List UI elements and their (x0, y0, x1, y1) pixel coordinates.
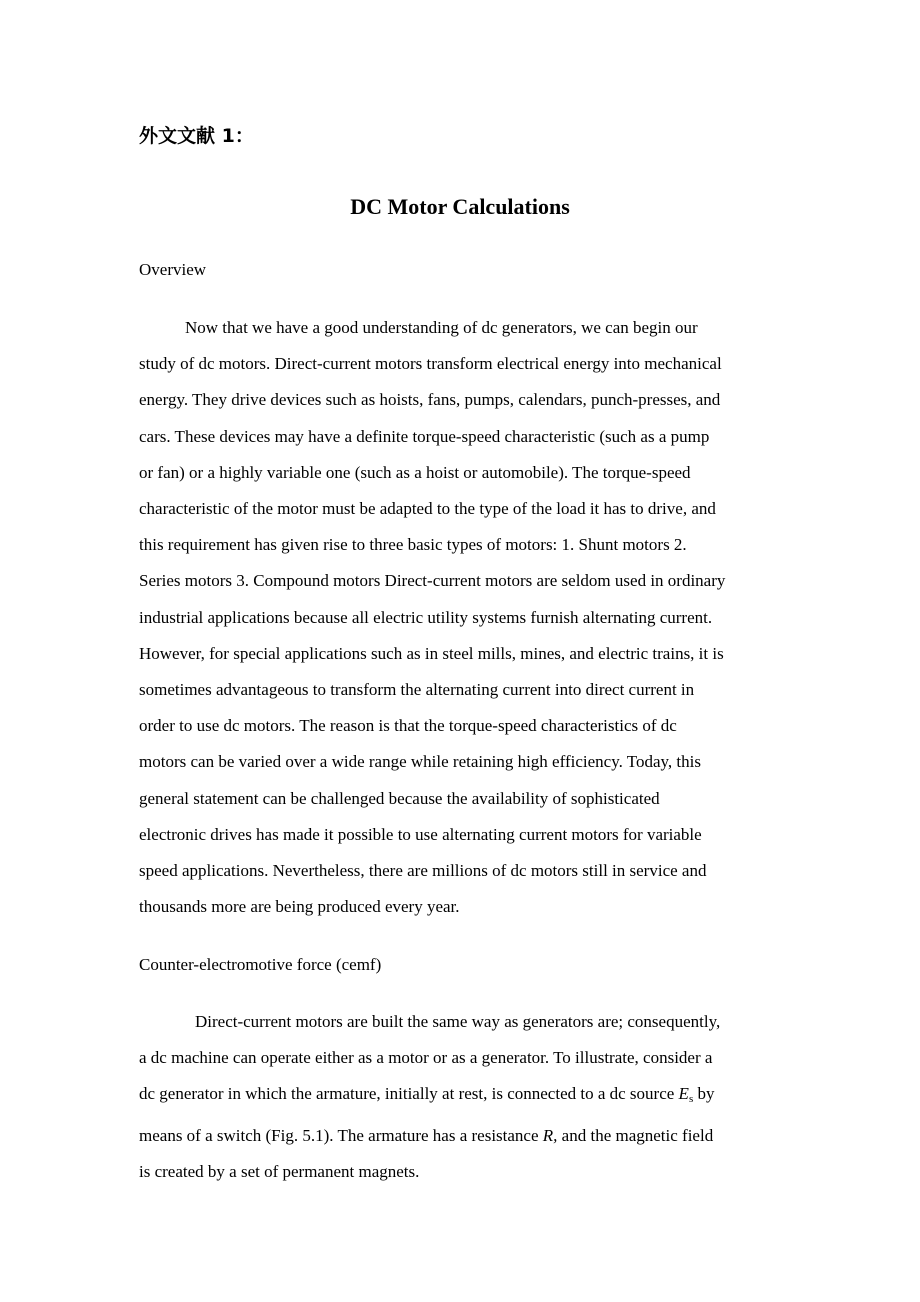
paragraph-line: However, for special applications such as in steel mills, mines, and electric trains, it is (139, 643, 724, 663)
paragraph-cemf (139, 1004, 789, 1190)
line-text: by (693, 1084, 715, 1104)
paragraph-line: a dc machine can operate either as a motor or as a generator. To illustrate, consider a (139, 1048, 713, 1068)
paragraph-line: general statement can be challenged because the availability of sophisticated (139, 788, 660, 808)
paragraph-overview (139, 310, 789, 925)
paragraph-line: industrial applications because all electric utility systems furnish alternating current. (139, 607, 713, 627)
paragraph-line: motors can be varied over a wide range while retaining high efficiency. Today, this (139, 752, 701, 772)
section-heading-overview: Overview (139, 260, 207, 279)
paragraph-line: order to use dc motors. The reason is that the torque-speed characteristics of dc (139, 716, 677, 736)
document-title: DC Motor Calculations (350, 194, 570, 219)
line-text: and the magnetic field (557, 1125, 714, 1145)
paragraph-line: cars. These devices may have a definite torque-speed characteristic (such as a pump (139, 426, 710, 446)
paragraph-line: energy. They drive devices such as hoists, fans, pumps, calendars, punch-presses, and (139, 390, 721, 410)
paragraph-line (139, 1118, 789, 1154)
variable-r: R, (542, 1125, 558, 1145)
variable-e: E (678, 1084, 689, 1104)
paragraph-line: or fan) or a highly variable one (such as a hoist or automobile). The torque-speed (139, 462, 691, 482)
paragraph-line (139, 1076, 789, 1117)
paragraph-line: this requirement has given rise to three basic types of motors: 1. Shunt motors 2. (139, 535, 687, 555)
paragraph-line: speed applications. Nevertheless, there are millions of dc motors still in service and (139, 861, 707, 881)
paragraph-line: electronic drives has made it possible to use alternating current motors for variable (139, 824, 702, 844)
paragraph-line: Direct-current motors are built the same way as generators are; consequently, (195, 1012, 721, 1031)
paragraph-line: characteristic of the motor must be adapted to the type of the load it has to drive, and (139, 499, 716, 519)
line-text: dc generator in which the armature, initially at rest, is connected to a dc source (139, 1084, 679, 1104)
paragraph-line: sometimes advantageous to transform the alternating current into direct current in (139, 680, 695, 700)
paragraph-line: is created by a set of permanent magnets. (139, 1161, 420, 1181)
paragraph-line: Now that we have a good understanding of dc generators, we can begin our (185, 318, 698, 337)
paragraph-line: Series motors 3. Compound motors Direct-current motors are seldom used in ordinary (139, 571, 726, 591)
paragraph-line: thousands more are being produced every year. (139, 897, 460, 917)
section-heading-cemf: Counter-electromotive force (cemf) (139, 955, 382, 974)
line-text: means of a switch (Fig. 5.1). The armature has a resistance (139, 1125, 543, 1145)
document-label: 外文文献 1： (139, 125, 254, 147)
paragraph-line: study of dc motors. Direct-current motors transform electrical energy into mechanical (139, 354, 722, 374)
variable-subscript: s (688, 1093, 694, 1106)
